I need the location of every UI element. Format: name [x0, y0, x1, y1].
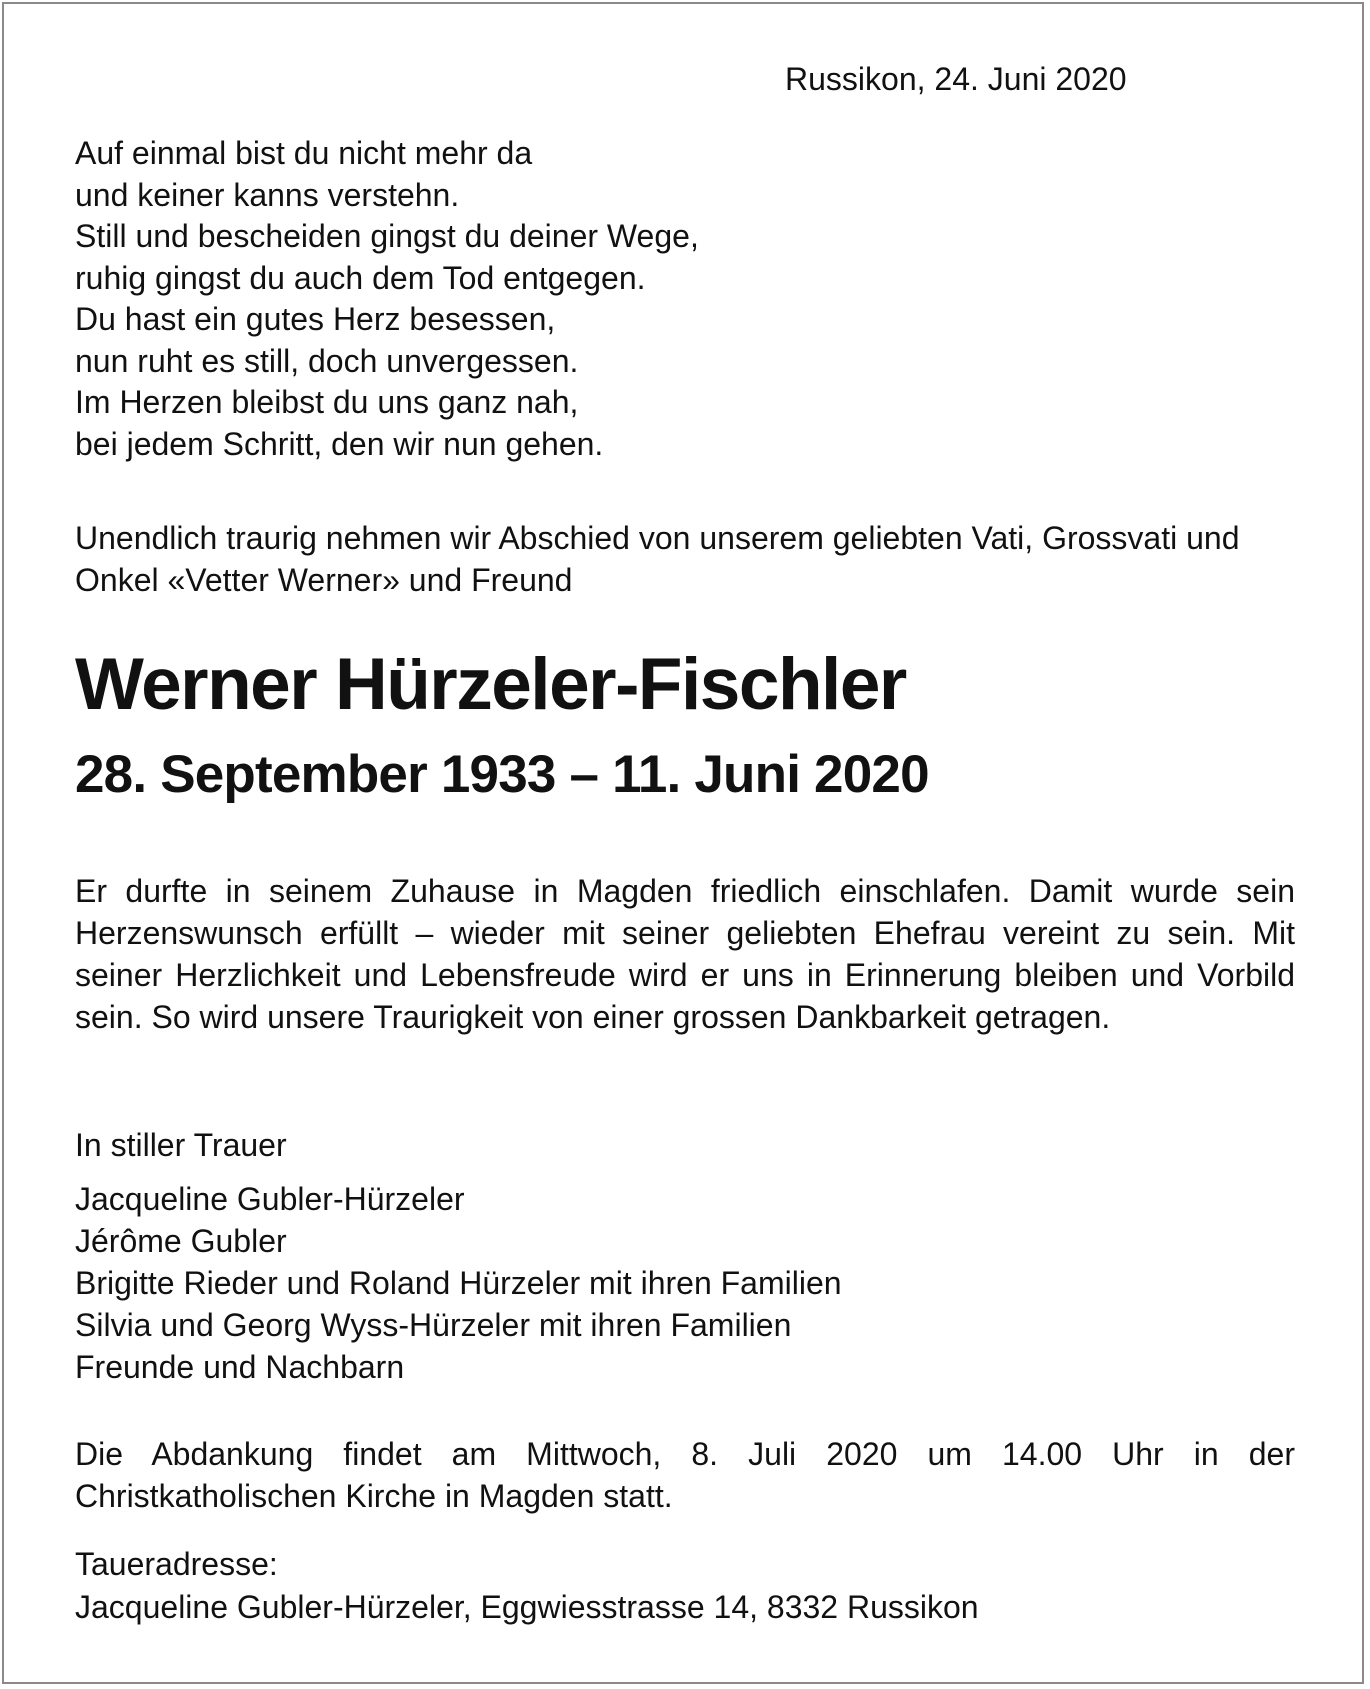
- place-date: Russikon, 24. Juni 2020: [785, 61, 1127, 97]
- poem-line: Im Herzen bleibst du uns ganz nah,: [75, 384, 579, 420]
- mourner-name: Jérôme Gubler: [75, 1223, 287, 1259]
- intro-text: Unendlich traurig nehmen wir Abschied von unserem geliebten Vati, Grossvati und Onkel «Vetter Werner» und Freund: [75, 520, 1240, 598]
- mourner-name: Jacqueline Gubler-Hürzeler: [75, 1181, 465, 1217]
- poem: [75, 133, 699, 465]
- poem-line: bei jedem Schritt, den wir nun gehen.: [75, 425, 604, 462]
- poem-line: nun ruht es still, doch unvergessen.: [75, 342, 579, 379]
- life-dates: 28. September 1933 – 11. Juni 2020: [75, 745, 929, 804]
- deceased-name: Werner Hürzeler-Fischler: [75, 644, 906, 725]
- body-text: Er durfte in seinem Zuhause in Magden friedlich einschlafen. Damit wurde sein Herzenswunsch erfüllt – wieder mit seiner geliebten Ehefrau vereint zu sein. Mit seiner Herzlichkeit und Lebensfreude wird er uns in Erinnerung bleiben und Vorbild sein. So wird unsere Traurigkeit von einer grossen Dankbarkeit getragen.: [75, 873, 1295, 1035]
- mourner-name: Silvia und Georg Wyss-Hürzeler mit ihren Familien: [75, 1307, 792, 1343]
- mourner-name: Freunde und Nachbarn: [75, 1349, 405, 1385]
- poem-line: Auf einmal bist du nicht mehr da: [75, 135, 533, 171]
- poem-line: Du hast ein gutes Herz besessen,: [75, 301, 556, 337]
- mourners-list: [75, 1178, 842, 1388]
- address-text: Jacqueline Gubler-Hürzeler, Eggwiesstrasse 14, 8332 Russikon: [75, 1589, 979, 1625]
- address-label: Taueradresse:: [75, 1546, 278, 1582]
- ceremony-text: Die Abdankung findet am Mittwoch, 8. Juli 2020 um 14.00 Uhr in der Christkatholischen Kirche in Magden statt.: [75, 1436, 1295, 1514]
- mourning-heading: In stiller Trauer: [75, 1127, 287, 1163]
- poem-line: und keiner kanns verstehn.: [75, 176, 460, 213]
- poem-line: ruhig gingst du auch dem Tod entgegen.: [75, 259, 646, 296]
- mourner-name: Brigitte Rieder und Roland Hürzeler mit ihren Familien: [75, 1265, 842, 1301]
- poem-line: Still und bescheiden gingst du deiner Wege,: [75, 218, 699, 254]
